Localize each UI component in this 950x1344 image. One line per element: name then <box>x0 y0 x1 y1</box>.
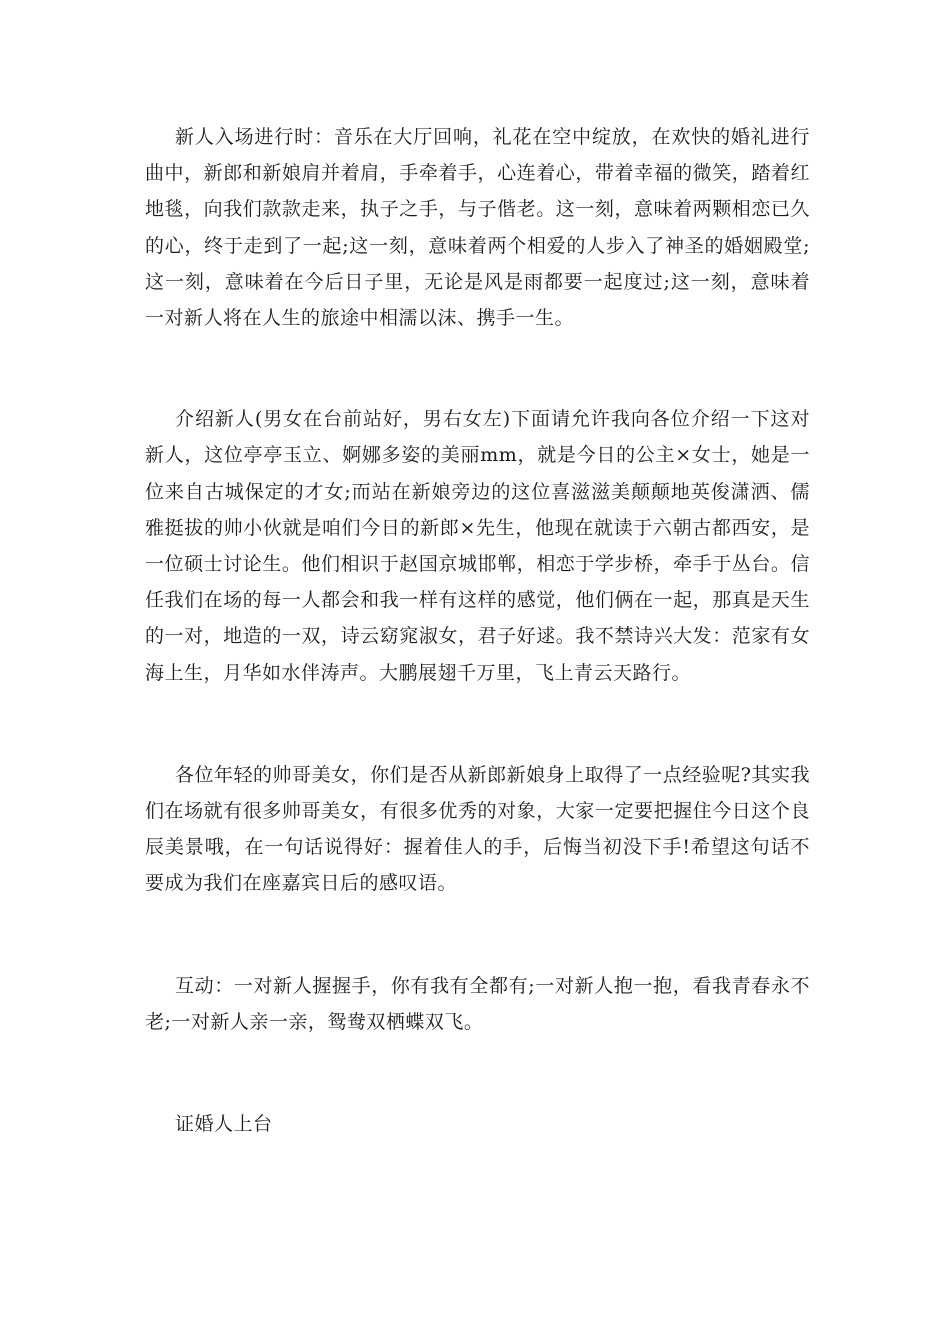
document-body <box>145 119 810 1142</box>
paragraph-address-guests: 各位年轻的帅哥美女，你们是否从新郎新娘身上取得了一点经验呢?其实我们在场就有很多帅哥美女，有很多优秀的对象，大家一定要把握住今日这个良辰美景哦，在一句话说得好：握着佳人的手，后悔当初没下手!希望这句话不要成为我们在座嘉宾日后的感叹语。 <box>145 763 810 895</box>
paragraph-entrance: 新人入场进行时：音乐在大厅回响，礼花在空中绽放，在欢快的婚礼进行曲中，新郎和新娘肩并着肩，手牵着手，心连着心，带着幸福的微笑，踏着红地毯，向我们款款走来，执子之手，与子偕老。这一刻，意味着两颗相恋已久的心，终于走到了一起;这一刻，意味着两个相爱的人步入了神圣的婚姻殿堂;这一刻，意味着在今后日子里，无论是风是雨都要一起度过;这一刻，意味着一对新人将在人生的旅途中相濡以沫、携手一生。 <box>145 126 810 330</box>
paragraph-introduce-couple: 介绍新人(男女在台前站好，男右女左)下面请允许我向各位介绍一下这对新人，这位亭亭玉立、婀娜多姿的美丽mm，就是今日的公主×女士，她是一位来自古城保定的才女;而站在新娘旁边的这位喜滋滋美颠颠地英俊潇洒、儒雅挺拔的帅小伙就是咱们今日的新郎×先生，他现在就读于六朝古都西安，是一位硕士讨论生。他们相识于赵国京城邯郸，相恋于学步桥，牵手于丛台。信任我们在场的每一人都会和我一样有这样的感觉，他们俩在一起，那真是天生的一对，地造的一双，诗云窈窕淑女，君子好逑。我不禁诗兴大发：范家有女海上生，月华如水伴涛声。大鹏展翅千万里，飞上青云天路行。 <box>145 408 810 684</box>
paragraph-witness: 证婚人上台 <box>175 1113 273 1136</box>
paragraph-interaction: 互动：一对新人握握手，你有我有全都有;一对新人抱一抱，看我青春永不老;一对新人亲一亲，鸳鸯双栖蝶双飞。 <box>145 974 810 1033</box>
